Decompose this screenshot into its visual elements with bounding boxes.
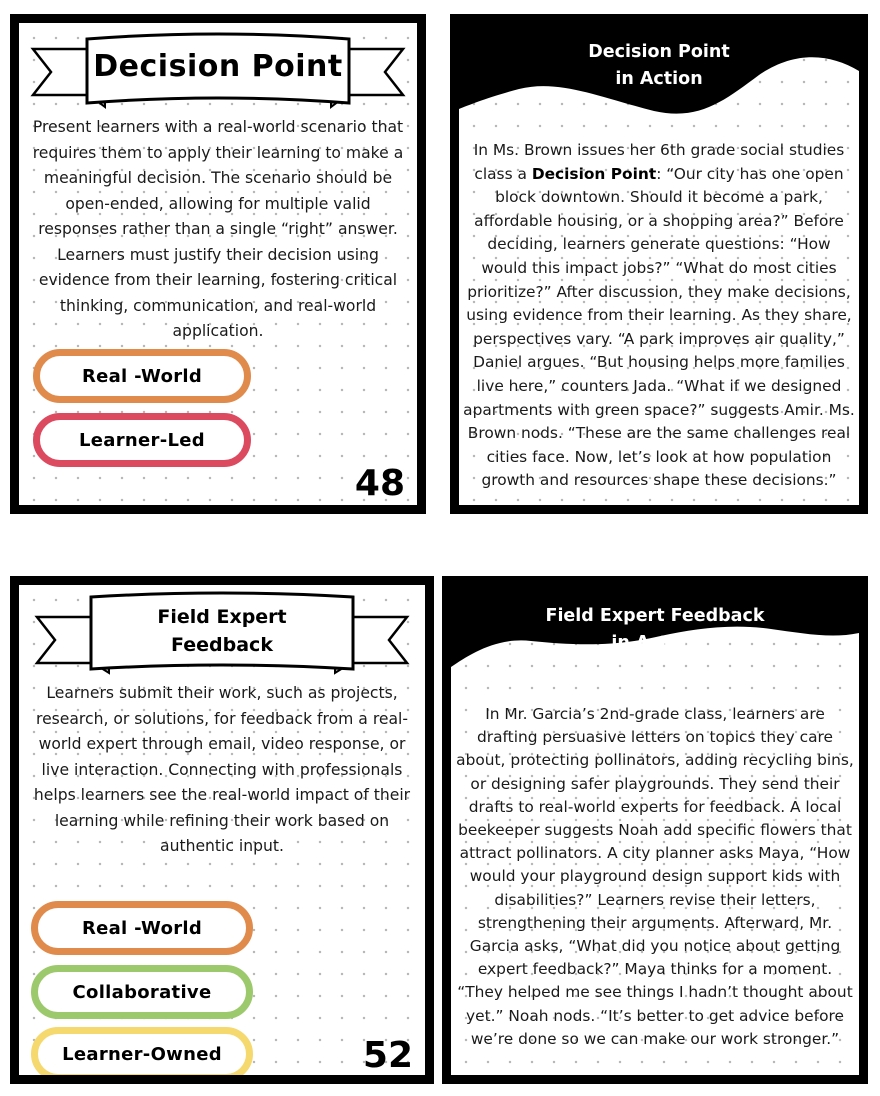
card-number: 52 xyxy=(362,1035,413,1076)
card-title: Decision Point xyxy=(93,49,343,84)
field-expert-feedback-in-action-card xyxy=(442,576,868,1084)
title-line: Decision Point xyxy=(588,42,730,62)
field-expert-feedback-card xyxy=(10,576,434,1084)
action-story xyxy=(463,139,855,493)
decision-point-card xyxy=(10,14,426,514)
tag-collaborative xyxy=(31,965,253,1019)
card-description: Present learners with a real-world scenario that requires them to apply their learning to make a meaningful decision. The scenario should be open-ended, allowing for multiple valid responses rather than a single “right” answer. Learners must justify their decision using evidence from their learning, fostering critical thinking, communication, and real-world application. xyxy=(32,118,404,340)
tag-real-world xyxy=(31,901,253,955)
decision-point-in-action-card xyxy=(450,14,868,514)
title-line: Feedback xyxy=(171,634,273,656)
story-text: In Ms. Brown issues her 6th grade social studies class a xyxy=(473,141,845,183)
title-line: Field Expert Feedback xyxy=(545,606,765,626)
tag-label: Collaborative xyxy=(72,981,212,1003)
tag-label: Learner-Owned xyxy=(62,1043,222,1065)
title-line: in Action xyxy=(615,69,703,89)
title-line: Field Expert xyxy=(157,606,287,628)
action-card-title xyxy=(451,603,859,657)
story-bold-term: Decision Point xyxy=(531,164,657,183)
story-text: : “Our city has one open block downtown. Should it become a park, affordable housing, or a shopping area?” Before deciding, learners generate questions: “How would this impact jobs?” “What do most cities prioritize?” After discussion, they make decisions, using evidence from their learning. As they share, perspectives vary. “A park improves air quality,” Daniel argues. “But housing helps more families live here,” counters Jada. “What if we designed apartments with green space?” suggests Amir. Ms. Brown nods. “These are the same challenges real cities face. Now, let’s look at how population growth and resources shape these decisions.” xyxy=(463,164,855,490)
tag-label: Learner-Led xyxy=(79,429,205,451)
card-title xyxy=(19,603,425,659)
card-number: 48 xyxy=(354,463,405,504)
action-story: In Mr. Garcia’s 2nd-grade class, learners are drafting persuasive letters on topics they care about, protecting pollinators, adding recycling bins, or designing safer playgrounds. They send their drafts to real-world experts for feedback. A local beekeeper suggests Noah add specific flowers that attract pollinators. A city planner asks Maya, “How would your playground design support kids with disabilities?” Learners revise their letters, strengthening their arguments. Afterward, Mr. Garcia asks, “What did you notice about getting expert feedback?” Maya thinks for a moment. “They helped me see things I hadn’t thought about yet.” Noah nods. “It’s better to get advice before we’re done so we can make our work stronger.” xyxy=(456,705,854,1048)
card-description: Learners submit their work, such as projects, research, or solutions, for feedback from a real-world expert through email, video response, or live interaction. Connecting with professionals helps learners see the real-world impact of their learning while refining their work based on authentic input. xyxy=(33,684,411,855)
action-card-title xyxy=(459,39,859,93)
tag-learner-owned xyxy=(31,1027,253,1081)
tag-real-world xyxy=(33,349,251,403)
title-line: in Action xyxy=(611,633,699,653)
tag-label: Real -World xyxy=(81,365,203,387)
tag-label: Real -World xyxy=(81,917,203,939)
tag-learner-led xyxy=(33,413,251,467)
